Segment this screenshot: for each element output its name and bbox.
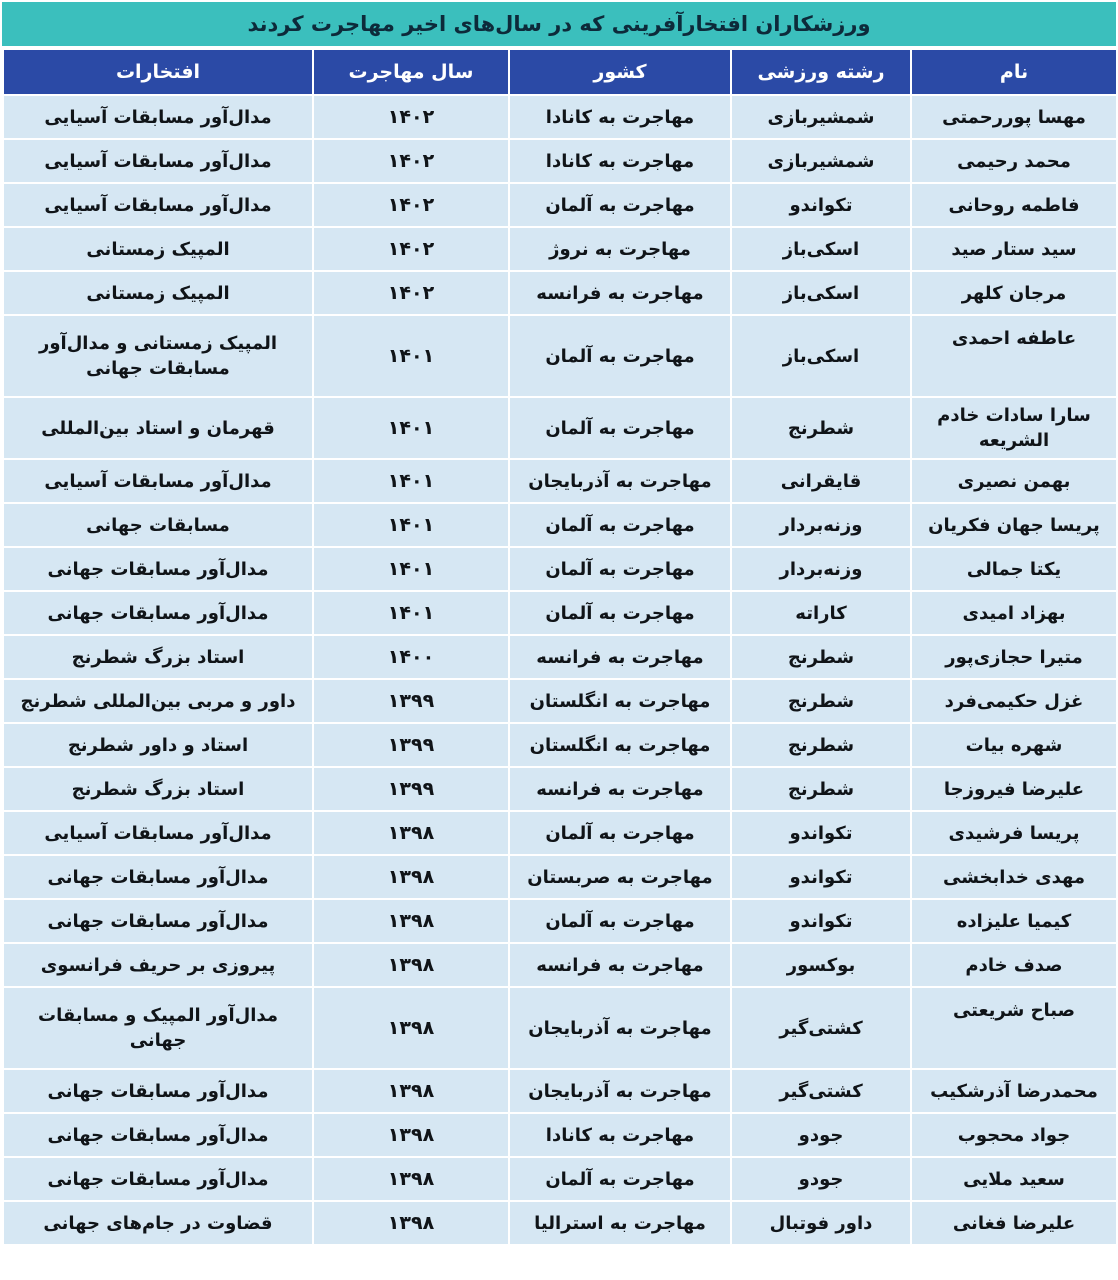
- cell-honors: مدال‌آور مسابقات جهانی: [3, 1113, 313, 1157]
- cell-year: ۱۴۰۲: [313, 183, 509, 227]
- table-row: [3, 1113, 1117, 1157]
- cell-honors: مدال‌آور المپیک و مسابقات جهانی: [3, 987, 313, 1069]
- cell-name: محمدرضا آذرشکیب: [911, 1069, 1117, 1113]
- table-title: ورزشکاران افتخارآفرینی که در سال‌های اخیر مهاجرت کردند: [2, 2, 1116, 48]
- cell-honors: پیروزی بر حریف فرانسوی: [3, 943, 313, 987]
- table-row: [3, 1069, 1117, 1113]
- cell-year: ۱۴۰۰: [313, 635, 509, 679]
- table-row: [3, 227, 1117, 271]
- cell-sport: شمشیربازی: [731, 139, 911, 183]
- header-sport: رشته ورزشی: [731, 49, 911, 95]
- cell-name: مهسا پوررحمتی: [911, 95, 1117, 139]
- cell-year: ۱۴۰۲: [313, 95, 509, 139]
- cell-sport: داور فوتبال: [731, 1201, 911, 1245]
- cell-year: ۱۳۹۸: [313, 1113, 509, 1157]
- cell-country: مهاجرت به آلمان: [509, 397, 731, 459]
- cell-sport: وزنه‌بردار: [731, 547, 911, 591]
- cell-honors: داور و مربی بین‌المللی شطرنج: [3, 679, 313, 723]
- cell-sport: شطرنج: [731, 397, 911, 459]
- cell-honors: مدال‌آور مسابقات جهانی: [3, 1069, 313, 1113]
- cell-honors: المپیک زمستانی: [3, 271, 313, 315]
- table-row: [3, 183, 1117, 227]
- table-row: [3, 723, 1117, 767]
- cell-year: ۱۳۹۸: [313, 1201, 509, 1245]
- cell-name: صباح شریعتی: [911, 987, 1117, 1069]
- cell-year: ۱۴۰۱: [313, 503, 509, 547]
- table-row: [3, 503, 1117, 547]
- cell-sport: قایقرانی: [731, 459, 911, 503]
- cell-sport: اسکی‌باز: [731, 315, 911, 397]
- cell-country: مهاجرت به فرانسه: [509, 271, 731, 315]
- cell-year: ۱۴۰۱: [313, 315, 509, 397]
- cell-sport: تکواندو: [731, 899, 911, 943]
- cell-sport: تکواندو: [731, 183, 911, 227]
- table-row: [3, 139, 1117, 183]
- table-row: [3, 591, 1117, 635]
- cell-sport: شطرنج: [731, 635, 911, 679]
- cell-name: کیمیا علیزاده: [911, 899, 1117, 943]
- cell-year: ۱۳۹۸: [313, 855, 509, 899]
- cell-honors: مدال‌آور مسابقات آسیایی: [3, 95, 313, 139]
- cell-name: پریسا جهان فکریان: [911, 503, 1117, 547]
- cell-year: ۱۴۰۱: [313, 459, 509, 503]
- cell-sport: وزنه‌بردار: [731, 503, 911, 547]
- cell-honors: مدال‌آور مسابقات جهانی: [3, 899, 313, 943]
- cell-country: مهاجرت به آلمان: [509, 503, 731, 547]
- cell-year: ۱۳۹۹: [313, 767, 509, 811]
- cell-year: ۱۳۹۸: [313, 811, 509, 855]
- cell-year: ۱۴۰۱: [313, 397, 509, 459]
- cell-country: مهاجرت به فرانسه: [509, 943, 731, 987]
- cell-name: فاطمه روحانی: [911, 183, 1117, 227]
- cell-sport: شمشیربازی: [731, 95, 911, 139]
- cell-name: بهزاد امیدی: [911, 591, 1117, 635]
- table-row: [3, 987, 1117, 1069]
- cell-honors: استاد بزرگ شطرنج: [3, 635, 313, 679]
- cell-country: مهاجرت به آلمان: [509, 1157, 731, 1201]
- cell-honors: استاد بزرگ شطرنج: [3, 767, 313, 811]
- cell-sport: تکواندو: [731, 811, 911, 855]
- table-row: [3, 271, 1117, 315]
- cell-name: شهره بیات: [911, 723, 1117, 767]
- cell-honors: قضاوت در جام‌های جهانی: [3, 1201, 313, 1245]
- cell-sport: بوکسور: [731, 943, 911, 987]
- cell-sport: شطرنج: [731, 723, 911, 767]
- cell-country: مهاجرت به فرانسه: [509, 767, 731, 811]
- cell-name: پریسا فرشیدی: [911, 811, 1117, 855]
- cell-honors: مسابقات جهانی: [3, 503, 313, 547]
- cell-honors: مدال‌آور مسابقات آسیایی: [3, 183, 313, 227]
- cell-name: محمد رحیمی: [911, 139, 1117, 183]
- cell-year: ۱۳۹۸: [313, 1069, 509, 1113]
- cell-year: ۱۳۹۸: [313, 1157, 509, 1201]
- cell-honors: قهرمان و استاد بین‌المللی: [3, 397, 313, 459]
- cell-honors: مدال‌آور مسابقات جهانی: [3, 1157, 313, 1201]
- cell-country: مهاجرت به کانادا: [509, 95, 731, 139]
- cell-year: ۱۳۹۸: [313, 987, 509, 1069]
- cell-name: بهمن نصیری: [911, 459, 1117, 503]
- table-row: [3, 635, 1117, 679]
- cell-country: مهاجرت به آلمان: [509, 315, 731, 397]
- cell-name: علیرضا فغانی: [911, 1201, 1117, 1245]
- cell-country: مهاجرت به نروژ: [509, 227, 731, 271]
- cell-year: ۱۴۰۲: [313, 271, 509, 315]
- cell-country: مهاجرت به آذربایجان: [509, 987, 731, 1069]
- cell-country: مهاجرت به کانادا: [509, 1113, 731, 1157]
- cell-name: مهدی خدابخشی: [911, 855, 1117, 899]
- header-honors: افتخارات: [3, 49, 313, 95]
- cell-honors: مدال‌آور مسابقات آسیایی: [3, 139, 313, 183]
- table-row: [3, 679, 1117, 723]
- header-name: نام: [911, 49, 1117, 95]
- cell-year: ۱۴۰۲: [313, 227, 509, 271]
- athletes-table: [2, 48, 1118, 1246]
- cell-sport: شطرنج: [731, 679, 911, 723]
- cell-name: صدف خادم: [911, 943, 1117, 987]
- cell-sport: تکواندو: [731, 855, 911, 899]
- cell-country: مهاجرت به صربستان: [509, 855, 731, 899]
- table-row: [3, 459, 1117, 503]
- cell-name: متیرا حجازی‌پور: [911, 635, 1117, 679]
- cell-country: مهاجرت به فرانسه: [509, 635, 731, 679]
- cell-honors: المپیک زمستانی و مدال‌آور مسابقات جهانی: [3, 315, 313, 397]
- cell-name: غزل حکیمی‌فرد: [911, 679, 1117, 723]
- cell-sport: جودو: [731, 1157, 911, 1201]
- header-row: [3, 49, 1117, 95]
- cell-country: مهاجرت به انگلستان: [509, 679, 731, 723]
- cell-honors: مدال‌آور مسابقات جهانی: [3, 547, 313, 591]
- cell-name: علیرضا فیروزجا: [911, 767, 1117, 811]
- table-row: [3, 1157, 1117, 1201]
- table-row: [3, 315, 1117, 397]
- cell-honors: مدال‌آور مسابقات آسیایی: [3, 811, 313, 855]
- cell-country: مهاجرت به آلمان: [509, 899, 731, 943]
- cell-name: جواد محجوب: [911, 1113, 1117, 1157]
- table-row: [3, 1201, 1117, 1245]
- cell-name: سعید ملایی: [911, 1157, 1117, 1201]
- cell-year: ۱۴۰۲: [313, 139, 509, 183]
- cell-country: مهاجرت به آلمان: [509, 183, 731, 227]
- cell-sport: کشتی‌گیر: [731, 987, 911, 1069]
- cell-honors: مدال‌آور مسابقات جهانی: [3, 855, 313, 899]
- cell-country: مهاجرت به آلمان: [509, 811, 731, 855]
- header-year: سال مهاجرت: [313, 49, 509, 95]
- cell-sport: کاراته: [731, 591, 911, 635]
- cell-year: ۱۴۰۱: [313, 547, 509, 591]
- cell-sport: جودو: [731, 1113, 911, 1157]
- cell-honors: مدال‌آور مسابقات آسیایی: [3, 459, 313, 503]
- cell-year: ۱۳۹۸: [313, 943, 509, 987]
- cell-name: سید ستار صید: [911, 227, 1117, 271]
- table-row: [3, 547, 1117, 591]
- cell-country: مهاجرت به استرالیا: [509, 1201, 731, 1245]
- cell-sport: کشتی‌گیر: [731, 1069, 911, 1113]
- cell-name: عاطفه احمدی: [911, 315, 1117, 397]
- cell-country: مهاجرت به آلمان: [509, 591, 731, 635]
- table-row: [3, 767, 1117, 811]
- cell-sport: اسکی‌باز: [731, 271, 911, 315]
- table-row: [3, 899, 1117, 943]
- cell-honors: المپیک زمستانی: [3, 227, 313, 271]
- cell-sport: شطرنج: [731, 767, 911, 811]
- header-country: کشور: [509, 49, 731, 95]
- cell-country: مهاجرت به آذربایجان: [509, 459, 731, 503]
- cell-year: ۱۴۰۱: [313, 591, 509, 635]
- table-row: [3, 855, 1117, 899]
- cell-name: یکتا جمالی: [911, 547, 1117, 591]
- table-row: [3, 95, 1117, 139]
- table-row: [3, 811, 1117, 855]
- table-row: [3, 943, 1117, 987]
- cell-year: ۱۳۹۸: [313, 899, 509, 943]
- cell-country: مهاجرت به انگلستان: [509, 723, 731, 767]
- cell-sport: اسکی‌باز: [731, 227, 911, 271]
- cell-honors: استاد و داور شطرنج: [3, 723, 313, 767]
- cell-year: ۱۳۹۹: [313, 679, 509, 723]
- cell-country: مهاجرت به کانادا: [509, 139, 731, 183]
- cell-name: مرجان کلهر: [911, 271, 1117, 315]
- cell-country: مهاجرت به آلمان: [509, 547, 731, 591]
- cell-honors: مدال‌آور مسابقات جهانی: [3, 591, 313, 635]
- cell-year: ۱۳۹۹: [313, 723, 509, 767]
- table-body: [3, 95, 1117, 1245]
- cell-name: سارا سادات خادم الشریعه: [911, 397, 1117, 459]
- cell-country: مهاجرت به آذربایجان: [509, 1069, 731, 1113]
- table-row: [3, 397, 1117, 459]
